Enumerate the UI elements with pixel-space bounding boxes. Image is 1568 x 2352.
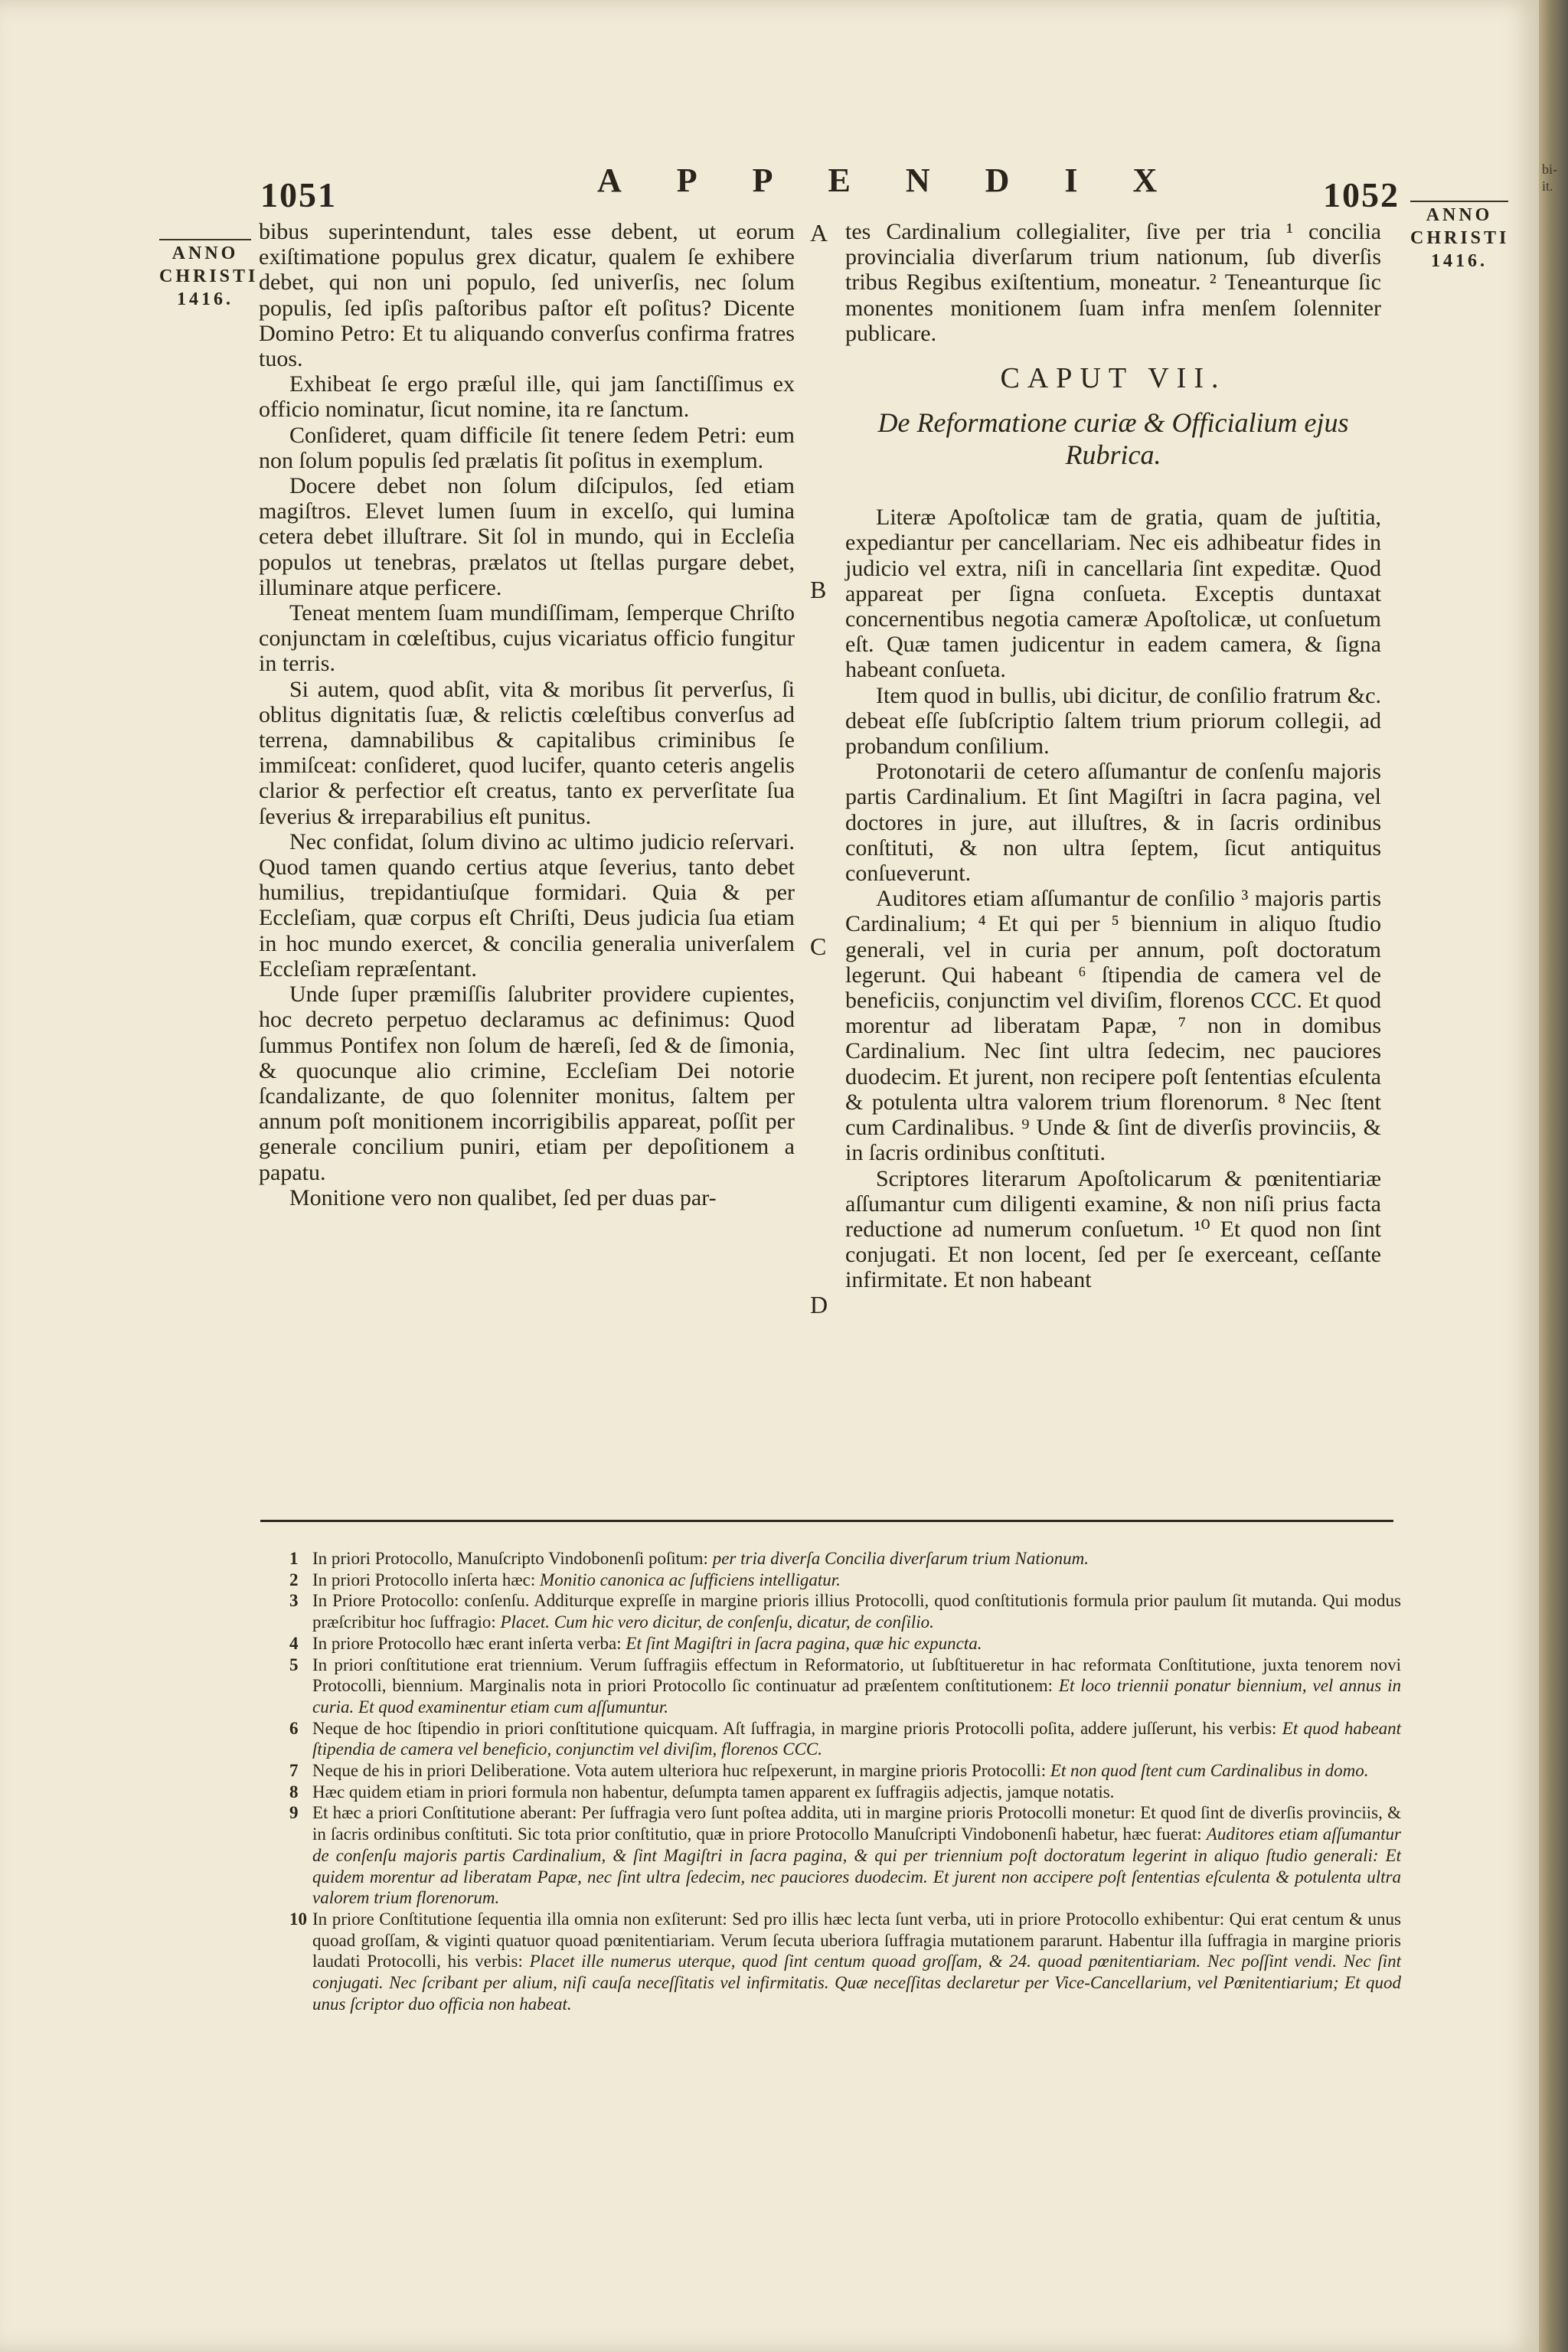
footnote bbox=[289, 1548, 1401, 1570]
section-letter-a: A bbox=[810, 219, 828, 247]
paragraph: bibus superintendunt, tales esse debent, ut eorum exiſtimatione populus grex dicatur, qualem ſe exhibere debet, qui non uni populo, ſed univerſis, nec ſolum populis, ſed ipſis paſtoribus paſtor eſt poſitus? Dicente Domino Petro: Et tu aliquando converſus confirma fratres tuos. bbox=[259, 219, 795, 372]
footnote bbox=[289, 1570, 1401, 1591]
footnote-quote: Et non quod ſtent cum Cardinalibus in domo. bbox=[1050, 1761, 1369, 1781]
margin-year: 1416. bbox=[1431, 251, 1488, 271]
footnote bbox=[289, 1782, 1401, 1803]
footnote-number: 6 bbox=[289, 1718, 299, 1738]
footnote-number: 4 bbox=[289, 1633, 299, 1653]
footnote-number: 1 bbox=[289, 1549, 299, 1568]
adjacent-page-edge bbox=[1539, 0, 1568, 2352]
margin-christi: CHRISTI bbox=[1410, 228, 1510, 248]
footnote-text: In priori conſtitutione erat triennium. Verum ſuffragiis effectum in Reformatorio, ut ſubſtitueretur in hac reformata Conſtitutione, juxta tenorem novi Protocolli, biennium. Marginalis nota in priori Protocollo ſic continuatur ad præſentem conſtitutionem: bbox=[312, 1655, 1401, 1696]
paragraph: Nec confidat, ſolum divino ac ultimo judicio reſervari. Quod tamen quando certius atque ſeverius, tanto debet humilius, trepidantiuſque formidari. Quia & per Eccleſiam, quæ corpus eſt Chriſti, Deus judicia ſua etiam in hoc mundo exercet, & concilia generalia univerſalem Eccleſiam repræſentant. bbox=[259, 828, 795, 982]
footnote-divider bbox=[260, 1520, 1393, 1522]
footnote-number: 2 bbox=[289, 1570, 299, 1589]
paragraph: tes Cardinalium collegialiter, ſive per tria ¹ concilia provincialia diverſarum trium nationum, ſub diverſis tribus Regibus exiſtentium, moneatur. ² Teneanturque ſic monentes monitionem ſuam infra menſem ſolenniter publicare. bbox=[845, 219, 1381, 346]
running-title: APPENDIX bbox=[597, 162, 1213, 199]
paragraph: Si autem, quod abſit, vita & moribus ſit perverſus, ſi oblitus dignitatis ſuæ, & relictis cœleſtibus converſus ad terrena, damnabilibus & capitalibus criminibus ſe immiſceat: conſideret, quod lucifer, quanto ceteris angelis clarior & perfectior eſt creatus, tanto ex perverſitate ſua ſeverius & irreparabilius eſt punitus. bbox=[259, 676, 795, 829]
footnote-text: Et hæc a priori Conſtitutione aberant: Per ſuffragia vero ſunt poſtea addita, uti in margine prioris Protocolli monetur: Et quod ſint de diverſis provinciis, & in ſacris ordinibus conſtituti. Sic tota prior conſtitutio, quæ in priore Protocollo Manuſcripti Vindobonenſi habetur, hæc fuerat: bbox=[312, 1803, 1401, 1844]
footnote bbox=[289, 1760, 1401, 1782]
footnote-number: 3 bbox=[289, 1591, 299, 1611]
footnote-number: 8 bbox=[289, 1782, 299, 1802]
chapter-heading: CAPUT VII. bbox=[1000, 362, 1227, 395]
footnote-number: 7 bbox=[289, 1761, 299, 1781]
footnote bbox=[289, 1718, 1401, 1760]
paragraph: Monitione vero non qualibet, ſed per duas par- bbox=[289, 1184, 717, 1210]
left-column bbox=[259, 219, 795, 1210]
paragraph: Protonotarii de cetero aſſumantur de conſenſu majoris partis Cardinalium. Et ſint Magiſtri in ſacra pagina, vel doctores in jure, aut illuſtres, & in ſacris ordinibus conſtituti, & non ultra ſeptem, ſicut antiquitus conſueverunt. bbox=[845, 759, 1381, 887]
right-column bbox=[845, 219, 1381, 1293]
paragraph: Auditores etiam aſſumantur de conſilio ³ majoris partis Cardinalium; ⁴ Et qui per ⁵ biennium in aliquo ſtudio generali, vel in curia per annum, poſt doctoratum legerunt. Qui habeant ⁶ ſtipendia de camera vel de beneficiis, conjunctim vel diviſim, florenos CCC. Et quod morentur ad liberatam Papæ, ⁷ non in domibus Cardinalium. Nec ſint ultra ſedecim, nec pauciores duodecim. Et jurent, non recipere poſt ſententias eſculenta & potulenta ultra valorem trium florenorum. ⁸ Nec ſtent cum Cardinalibus. ⁹ Unde & ſint de diverſis provinciis, & in ſacris ordinibus conſtituti. bbox=[845, 886, 1381, 1166]
paragraph: Literæ Apoſtolicæ tam de gratia, quam de juſtitia, expediantur per cancellariam. Nec eis adhibeatur fides in judicio vel extra, niſi in cancellaria ſint expeditæ. Quod appareat per ſigna conſueta. Exceptis duntaxat concernentibus negotia cameræ Apoſtolicæ, ut conſuetum eſt. Quæ tamen judicentur in eadem camera, & ſigna habeant conſueta. bbox=[845, 505, 1381, 683]
footnote-number: 10 bbox=[289, 1909, 307, 1929]
margin-anno: ANNO bbox=[159, 239, 251, 265]
footnote-quote: per tria diverſa Concilia diverſarum trium Nationum. bbox=[712, 1549, 1089, 1568]
paragraph: Teneat mentem ſuam mundiſſimam, ſemperque Chriſto conjunctam in cœleſtibus, cujus vicariatus officio fungitur in terris. bbox=[259, 600, 795, 677]
section-letter-c: C bbox=[810, 933, 827, 960]
paragraph: Docere debet non ſolum diſcipulos, ſed etiam magiſtros. Elevet lumen ſuum in excelſo, qui lumina cetera debet illuſtrare. Sit ſol in mundo, qui in Eccleſia populos ut tenebras, prælatos ut ſtellas purgare debet, illuminare atque perficere. bbox=[259, 473, 795, 600]
margin-christi: CHRISTI bbox=[159, 266, 259, 286]
footnote-number: 5 bbox=[289, 1655, 299, 1674]
footnote-text: Neque de hoc ſtipendio in priori conſtitutione quicquam. Aſt ſuffragia, in margine prioris Protocolli poſita, addere juſſerunt, his verbis: bbox=[312, 1718, 1282, 1738]
margin-year-left bbox=[159, 239, 259, 311]
chapter-rubric: De Reformatione curiæ & Officialium ejus Rubrica. bbox=[877, 407, 1349, 471]
footnote-text: Hæc quidem etiam in priori formula non habentur, deſumpta tamen apparent ex ſuffragiis adjectis, jamque notatis. bbox=[312, 1782, 1115, 1802]
footnote bbox=[289, 1802, 1401, 1909]
adjacent-page-text: bi- it. bbox=[1542, 162, 1557, 194]
footnote-quote: Et ſint Magiſtri in ſacra pagina, quæ hic expuncta. bbox=[626, 1633, 982, 1653]
page-number-left: 1051 bbox=[260, 175, 337, 214]
margin-year-right bbox=[1410, 201, 1508, 273]
footnote-text: In priore Protocollo hæc erant inſerta verba: bbox=[312, 1633, 626, 1653]
footnote bbox=[289, 1633, 1401, 1655]
footnote-text: In priore Conſtitutione ſequentia illa omnia non exſiterunt: Sed pro illis hæc lecta ſunt verba, uti in priore Protocollo exhibentur: Qui erat centum & unus quoad groſſam, & viginti quatuor quoad pœnitentiariam. Verum ſecuta uberiora ſuffragia mutationem pararunt. Habentur illa ſuffragia in margine prioris laudati Protocolli, his verbis: bbox=[312, 1909, 1401, 1971]
paragraph: Item quod in bullis, ubi dicitur, de conſilio fratrum &c. debeat eſſe ſubſcriptio ſaltem trium priorum collegii, ad probandum conſilium. bbox=[845, 682, 1381, 760]
paragraph: Scriptores literarum Apoſtolicarum & pœnitentiariæ aſſumantur cum diligenti examine, & non niſi prius facta reductione ad numerum conſuetum. ¹⁰ Et quod non ſint conjugati. Et non locent, ſed per ſe exerceant, ceſſante infirmitate. Et non habeant bbox=[845, 1165, 1381, 1293]
footnote-quote: Placet. Cum hic vero dicitur, de conſenſu, dicatur, de conſilio. bbox=[500, 1612, 934, 1632]
footnote-quote: Et quod habeant ſtipendia de camera vel beneficio, conjunctim vel diviſim, florenos CCC. bbox=[312, 1718, 1401, 1759]
margin-year: 1416. bbox=[177, 289, 234, 309]
footnote-quote: Auditores etiam aſſumantur de conſenſu majoris partis Cardinalium, & ſint Magiſtri in ſacra pagina, & qui per triennium poſt doctoratum legerint in aliquo ſtudio generali: Et quidem morentur ad liberatam Papæ, nec ſint ultra ſedecim, nec pauciores duodecim. Et jurent non accipere poſt ſententias eſculenta & potulenta ultra valorem trium florenorum. bbox=[312, 1824, 1401, 1908]
section-letter-d: D bbox=[810, 1291, 828, 1318]
footnote-quote: Et loco triennii ponatur biennium, vel annus in curia. Et quod examinentur etiam cum aſſumuntur. bbox=[312, 1676, 1401, 1717]
footnote bbox=[289, 1590, 1401, 1632]
footnote-quote: Placet ille numerus uterque, quod ſint centum quoad groſſam, & 24. quoad pœnitentiariam. Nec poſſint vendi. Nec ſint conjugati. Nec ſcribant per alium, niſi cauſa neceſſitatis vel infirmitatis. Quæ neceſſitas declaretur per Vice-Cancellarium, vel Pœnitentiarium; Et quod unus ſcriptor duo officia non habeat. bbox=[312, 1952, 1401, 2014]
section-letter-b: B bbox=[810, 576, 827, 603]
paragraph: Unde ſuper præmiſſis ſalubriter providere cupientes, hoc decreto perpetuo declaramus ac definimus: Quod ſummus Pontifex non ſolum de hæreſi, ſed & de ſimonia, & quocunque alio crimine, Eccleſiam Dei notorie ſcandalizante, de quo ſolenniter monitus, ſaltem per annum poſt monitionem incorrigibilis appareat, poſſit per generale concilium puniri, etiam per depoſitionem a papatu. bbox=[259, 982, 795, 1185]
footnote-quote: Monitio canonica ac ſufficiens intelligatur. bbox=[540, 1570, 841, 1589]
paragraph: Conſideret, quam difficile ſit tenere ſedem Petri: eum non ſolum populis ſed prælatis ſit poſitus in exemplum. bbox=[259, 422, 795, 473]
footnote bbox=[289, 1655, 1401, 1718]
footnote-text: Neque de his in priori Deliberatione. Vota autem ulteriora huc reſpexerunt, in margine prioris Protocolli: bbox=[312, 1761, 1050, 1781]
margin-anno: ANNO bbox=[1410, 201, 1508, 227]
footnotes bbox=[289, 1548, 1401, 2014]
page-number-right: 1052 bbox=[1323, 175, 1400, 214]
paragraph: Exhibeat ſe ergo præſul ille, qui jam ſanctiſſimus ex officio nominatur, ſicut nomine, ita re ſanctum. bbox=[259, 371, 795, 423]
footnote-text: In Priore Protocollo: conſenſu. Additurque expreſſe in margine prioris illius Protocolli, quod conſtitutionis formula prior paulum ſit mutanda. Qui modus præſcribitur hoc ſuffragio: bbox=[312, 1591, 1401, 1632]
footnote-number: 9 bbox=[289, 1803, 299, 1823]
footnote-text: In priori Protocollo, Manuſcripto Vindobonenſi poſitum: bbox=[312, 1549, 713, 1568]
footnote bbox=[289, 1909, 1401, 2015]
footnote-text: In priori Protocollo inſerta hæc: bbox=[312, 1570, 541, 1589]
